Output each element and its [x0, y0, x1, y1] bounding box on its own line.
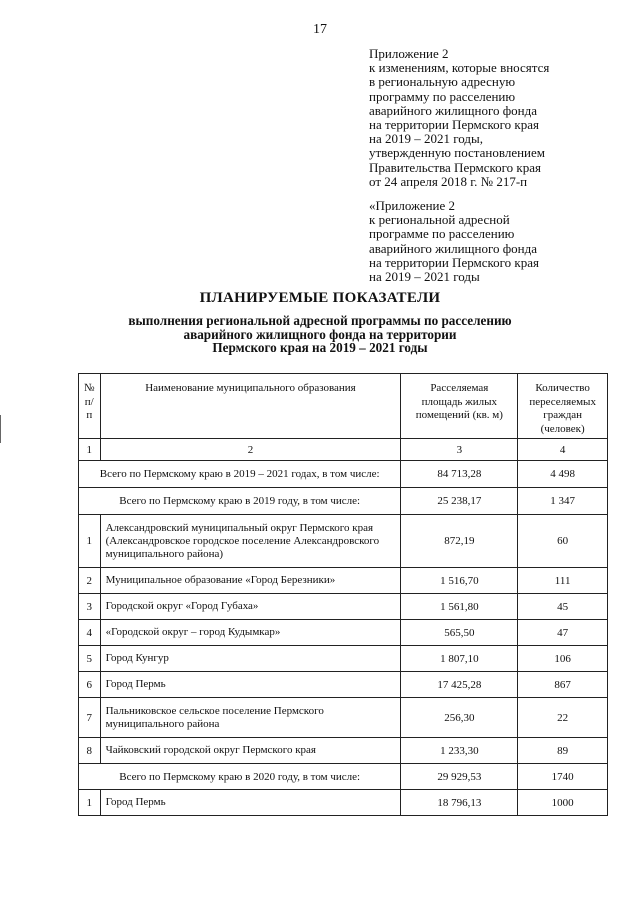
row-num: 5 [79, 646, 101, 672]
row-people: 45 [518, 594, 608, 620]
table-row [79, 738, 608, 764]
column-number: 2 [100, 439, 401, 461]
appendix-header-line: Приложение 2 [369, 46, 449, 61]
appendix-quote-line: на 2019 – 2021 годы [369, 269, 480, 285]
page-number: 17 [313, 22, 327, 37]
row-people: 867 [518, 672, 608, 698]
appendix-header-line: на 2019 – 2021 годы, [369, 131, 483, 147]
row-area: 1 233,30 [401, 738, 518, 764]
total-area: 25 238,17 [401, 488, 518, 515]
appendix-header-line: утвержденную постановлением [369, 145, 546, 161]
appendix-quote-line: на территории Пермского края [369, 254, 539, 270]
row-name: Александровский муниципальный округ Пермского края (Александровское городское поселение Александровского муниципального района) [100, 515, 401, 568]
appendix-header-line: к изменениям, которые вносятся [369, 60, 550, 76]
table-row [79, 646, 608, 672]
row-num: 8 [79, 738, 101, 764]
appendix-quote-line: программе по расселению [369, 226, 515, 242]
total-label: Всего по Пермскому краю в 2019 году, в том числе: [79, 488, 401, 515]
row-name: Чайковский городской округ Пермского края [100, 738, 401, 764]
total-area: 84 713,28 [401, 461, 518, 488]
row-area: 565,50 [401, 620, 518, 646]
row-area: 1 807,10 [401, 646, 518, 672]
row-area: 872,19 [401, 515, 518, 568]
row-area: 1 516,70 [401, 568, 518, 594]
appendix-header-line: программу по расселению [369, 88, 516, 104]
appendix-quote-line: «Приложение 2 [369, 198, 456, 213]
row-num: 1 [79, 515, 101, 568]
appendix-header-line: от 24 апреля 2018 г. № 217-п [369, 173, 528, 189]
row-area: 17 425,28 [401, 672, 518, 698]
table-row [79, 698, 608, 738]
row-name: Пальниковское сельское поселение Пермского муниципального района [100, 698, 401, 738]
column-number: 3 [401, 439, 518, 461]
subtitle-line: Пермского края на 2019 – 2021 годы [212, 340, 428, 355]
table-row [79, 568, 608, 594]
row-area: 256,30 [401, 698, 518, 738]
row-name: Город Пермь [100, 672, 401, 698]
header-num: № п/п [79, 374, 101, 439]
indicators-table [78, 373, 608, 816]
row-area: 1 561,80 [401, 594, 518, 620]
appendix-header-line: в региональную адресную [369, 74, 516, 90]
appendix-header-line: на территории Пермского края [369, 117, 539, 133]
subtitle-line: аварийного жилищного фонда на территории [183, 326, 457, 342]
document-subtitle [0, 314, 640, 355]
row-people: 1000 [518, 790, 608, 816]
table-row [79, 620, 608, 646]
row-people: 106 [518, 646, 608, 672]
total-label: Всего по Пермскому краю в 2019 – 2021 годах, в том числе: [79, 461, 401, 488]
row-people: 89 [518, 738, 608, 764]
appendix-header-line: Правительства Пермского края [369, 159, 541, 175]
table-row [79, 515, 608, 568]
row-num: 1 [79, 790, 101, 816]
row-name: Городской округ «Город Губаха» [100, 594, 401, 620]
total-label: Всего по Пермскому краю в 2020 году, в том числе: [79, 764, 401, 790]
table-row [79, 790, 608, 816]
table-row [79, 594, 608, 620]
total-all-row [79, 461, 608, 488]
row-name: Город Кунгур [100, 646, 401, 672]
row-num: 3 [79, 594, 101, 620]
row-people: 60 [518, 515, 608, 568]
appendix-quote [369, 199, 619, 284]
total-2019-row [79, 488, 608, 515]
table-row [79, 672, 608, 698]
header-people: Количество переселяемых граждан (человек) [518, 374, 608, 439]
row-people: 111 [518, 568, 608, 594]
appendix-quote-line: аварийного жилищного фонда [369, 240, 538, 256]
column-numbers-row [79, 439, 608, 461]
row-people: 47 [518, 620, 608, 646]
column-number: 1 [79, 439, 101, 461]
column-number: 4 [518, 439, 608, 461]
row-name: «Городской округ – город Кудымкар» [100, 620, 401, 646]
total-people: 4 498 [518, 461, 608, 488]
row-name: Город Пермь [100, 790, 401, 816]
appendix-header-line: аварийного жилищного фонда [369, 102, 538, 118]
document-title: ПЛАНИРУЕМЫЕ ПОКАЗАТЕЛИ [199, 290, 441, 306]
row-people: 22 [518, 698, 608, 738]
total-2020-row [79, 764, 608, 790]
subtitle-line: выполнения региональной адресной программы по расселению [128, 313, 512, 328]
row-num: 2 [79, 568, 101, 594]
row-num: 4 [79, 620, 101, 646]
row-name: Муниципальное образование «Город Березники» [100, 568, 401, 594]
scan-artifact [0, 415, 3, 443]
table-header-row [79, 374, 608, 439]
row-num: 6 [79, 672, 101, 698]
header-name: Наименование муниципального образования [100, 374, 401, 439]
row-num: 7 [79, 698, 101, 738]
appendix-header [369, 47, 619, 189]
header-area: Расселяемая площадь жилых помещений (кв. м) [401, 374, 518, 439]
row-area: 18 796,13 [401, 790, 518, 816]
total-people: 1 347 [518, 488, 608, 515]
appendix-quote-line: к региональной адресной [369, 212, 510, 228]
total-area: 29 929,53 [401, 764, 518, 790]
total-people: 1740 [518, 764, 608, 790]
